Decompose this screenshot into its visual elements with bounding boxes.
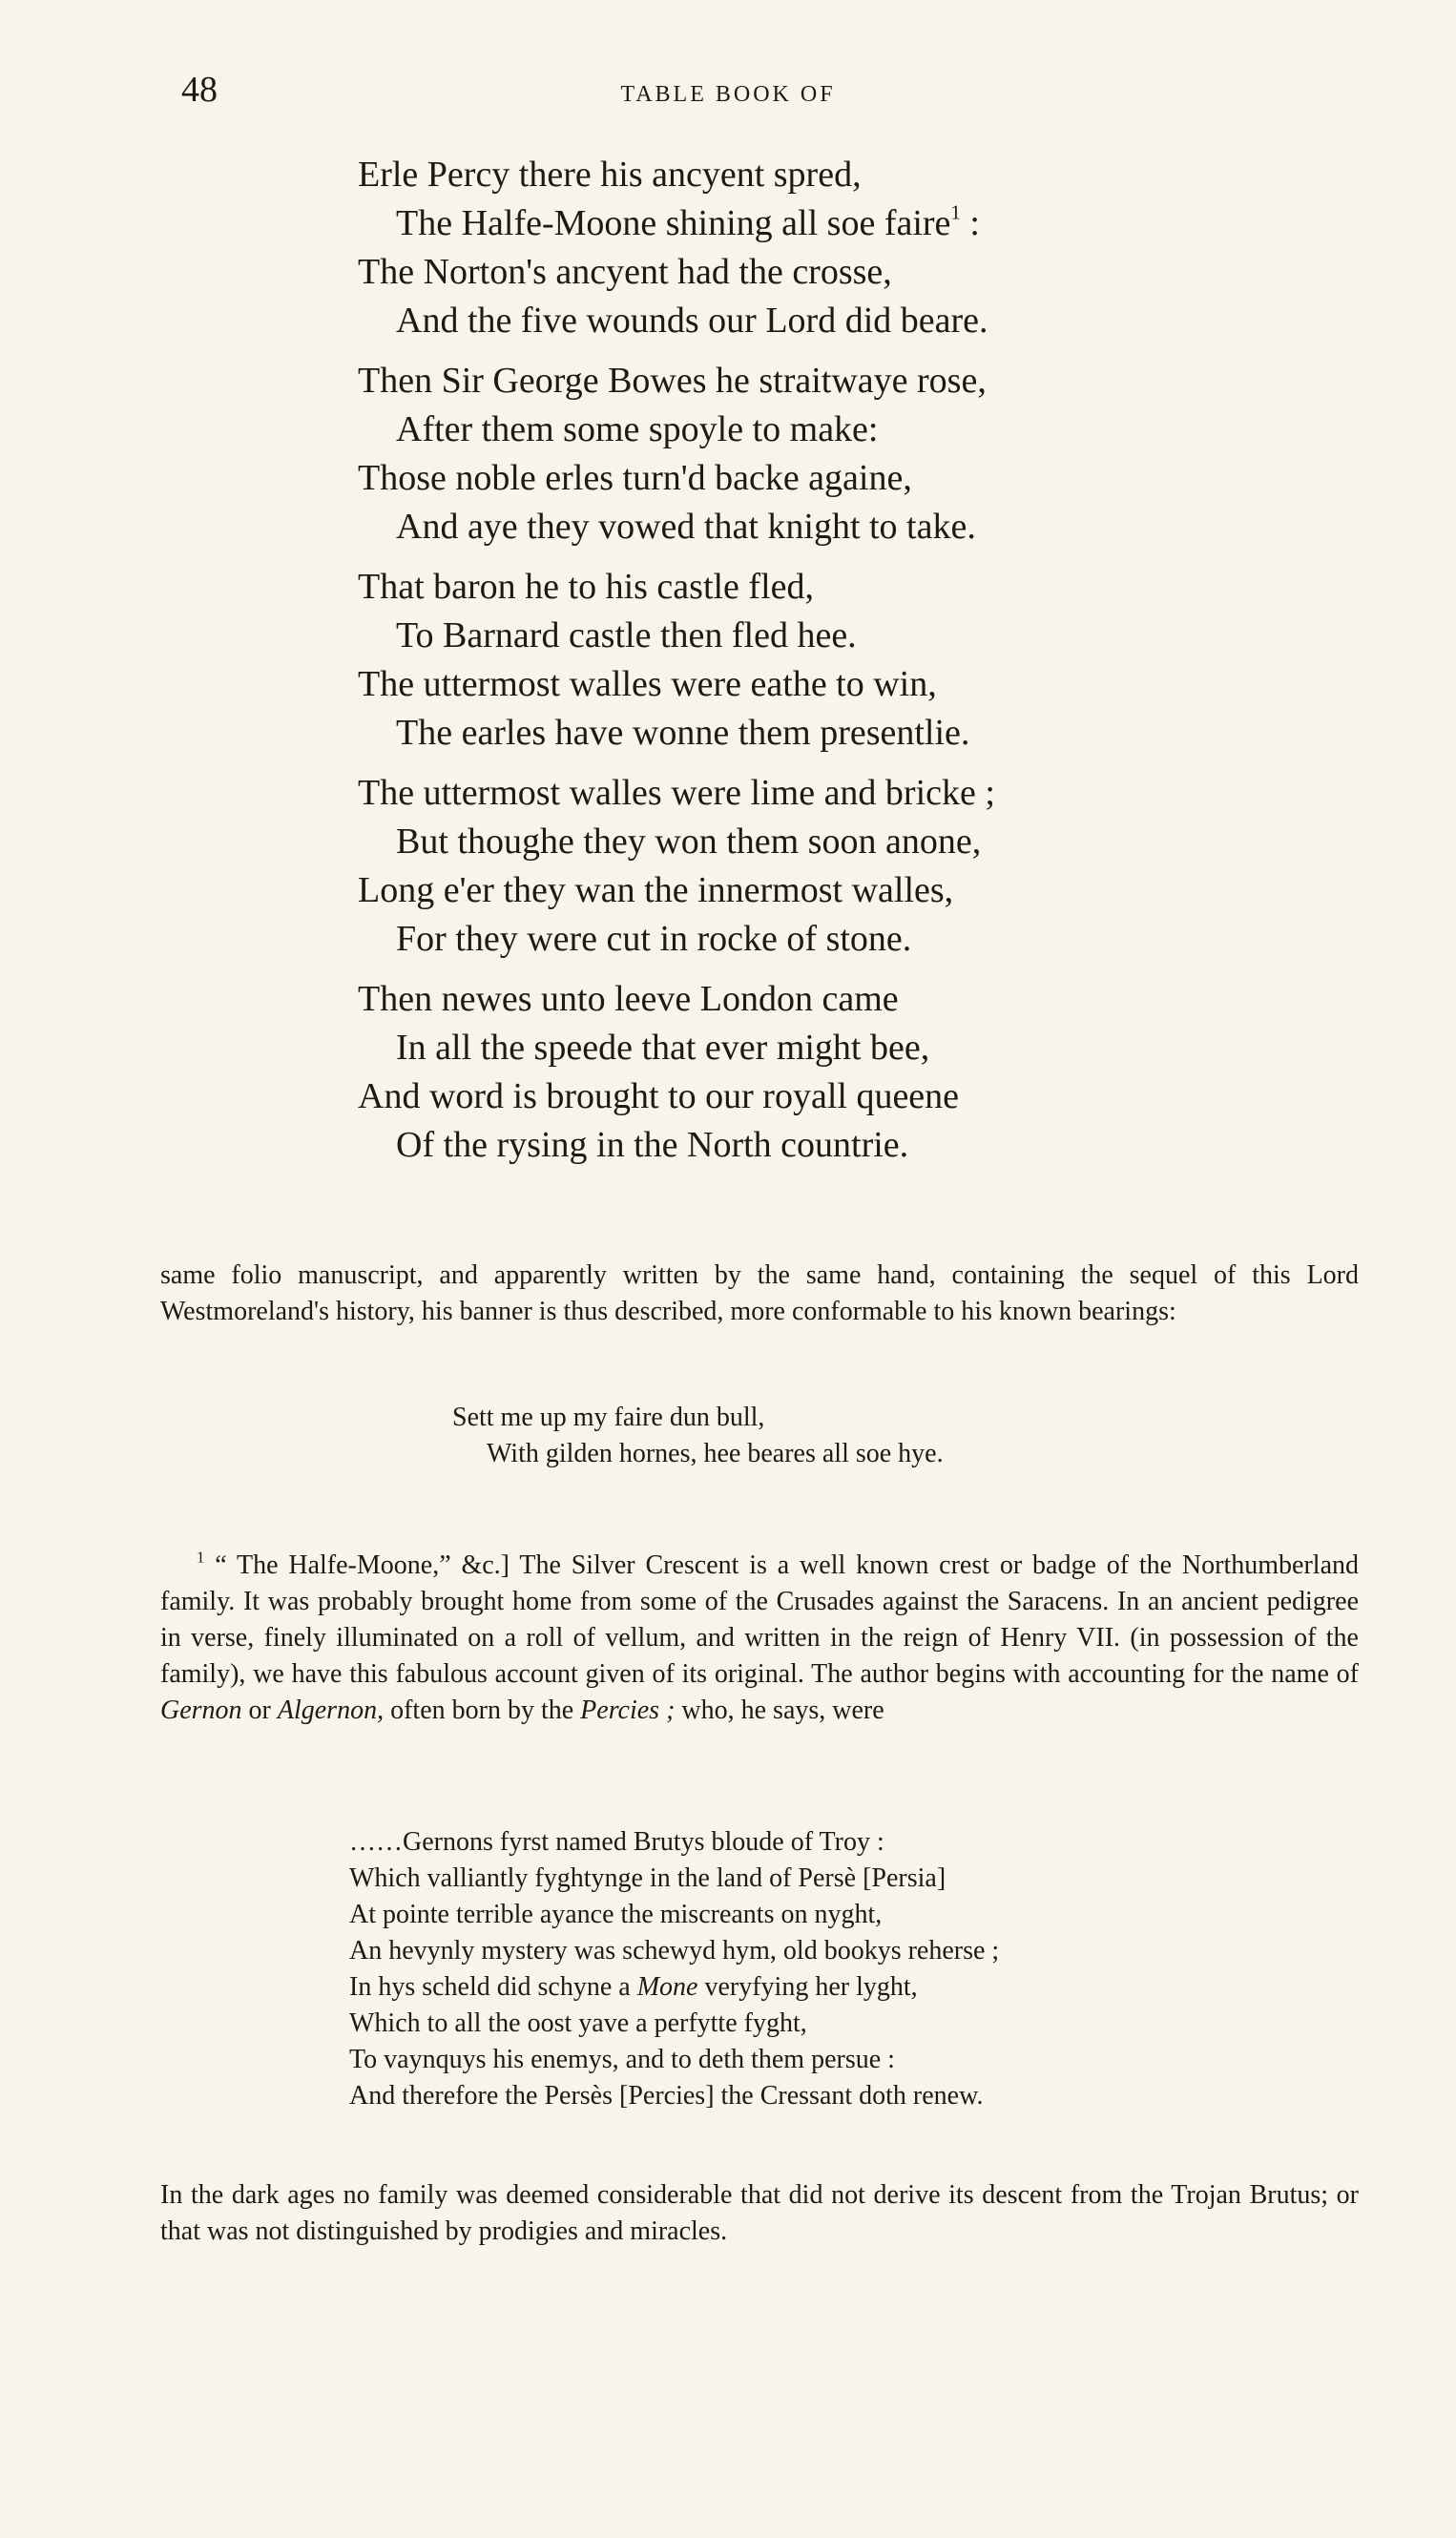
poem-line: Those noble erles turn'd backe againe, <box>358 458 912 498</box>
stanza-5 <box>358 975 1312 1170</box>
poem-line: Long e'er they wan the innermost walles, <box>358 870 954 910</box>
quote-line: And therefore the Persès [Percies] the Cressant doth renew. <box>349 2081 984 2111</box>
poem-line: But thoughe they won them soon anone, <box>396 822 982 862</box>
page-number: 48 <box>181 70 218 110</box>
footnote-paragraph: $^1$ “ The Halfe-Moone,” &c.] The Silver Crescent is a well known crest or badge of the Northumberland family. It was probably brought home from some of the Crusades against the Saracens. In an ancient pedigree in verse, finely illuminated on a roll of vellum, and written in the reign of Henry VII. (in possession of the family), we have this fabulous account given of its original. The author begins with accounting for the name of Gernon or Algernon, often born by the Percies ; who, he says, were <box>160 1548 1359 1725</box>
stanza-2 <box>358 357 1312 551</box>
quote-line: An hevynly mystery was schewyd hym, old bookys reherse ; <box>349 1936 1000 1966</box>
poem-line: The Halfe-Moone shining all soe faire$^1$ : <box>396 200 980 243</box>
quote-line: At pointe terrible ayance the miscreants on nyght, <box>349 1900 883 1929</box>
stanza-3 <box>358 563 1312 758</box>
note-paragraph: same folio manuscript, and apparently written by the same hand, containing the sequel of this Lord Westmoreland's history, his banner is thus described, more conformable to his known bearings: <box>160 1260 1359 1326</box>
closing-note <box>160 2177 1359 2250</box>
quote-line: Which valliantly fyghtynge in the land of Persè [Persia] <box>349 1863 946 1893</box>
poem-line: And the five wounds our Lord did beare. <box>396 301 988 341</box>
poem-line: Of the rysing in the North countrie. <box>396 1125 909 1165</box>
poem-line: Then Sir George Bowes he straitwaye rose, <box>358 361 987 401</box>
note-continuation <box>160 1258 1359 1330</box>
quote-line: Which to all the oost yave a perfytte fyght, <box>349 2008 807 2038</box>
footnote-reference[interactable]: 1 <box>950 200 961 224</box>
poem-line: In all the speede that ever might bee, <box>396 1028 930 1068</box>
closing-paragraph: In the dark ages no family was deemed considerable that did not derive its descent from the Trojan Brutus; or that was not distinguished by prodigies and miracles. <box>160 2180 1359 2246</box>
poem-line: After them some spoyle to make: <box>396 409 879 449</box>
poem-line: Erle Percy there his ancyent spred, <box>358 155 862 195</box>
quote-line: Sett me up my faire dun bull, <box>452 1403 765 1432</box>
banner-quote <box>452 1400 944 1472</box>
pedigree-quote <box>349 1824 999 2114</box>
quote-line: In hys scheld did schyne a Mone veryfying her lyght, <box>349 1972 918 2002</box>
poem-line: The uttermost walles were lime and bricke ; <box>358 773 995 813</box>
quote-line: To vaynquys his enemys, and to deth them persue : <box>349 2045 895 2074</box>
poem-line: For they were cut in rocke of stone. <box>396 919 912 959</box>
stanza-1 <box>358 151 1312 345</box>
running-head: TABLE BOOK OF <box>620 82 836 107</box>
stanza-4 <box>358 769 1312 964</box>
footnote-marker: 1 <box>197 1548 205 1567</box>
poem-line: The earles have wonne them presentlie. <box>396 713 970 753</box>
poem-line: The Norton's ancyent had the crosse, <box>358 252 892 292</box>
poem-line: That baron he to his castle fled, <box>358 567 815 607</box>
poem-line: And aye they vowed that knight to take. <box>396 507 976 547</box>
ballad-poem <box>358 151 1312 1181</box>
poem-line: Then newes unto leeve London came <box>358 979 899 1019</box>
footnote-lemma: “ The Halfe-Moone,” &c.] <box>215 1550 510 1580</box>
quote-line: With gilden hornes, hee beares all soe hye. <box>487 1439 944 1468</box>
quote-line: ……Gernons fyrst named Brutys bloude of Troy : <box>349 1827 884 1857</box>
poem-line: And word is brought to our royall queene <box>358 1076 960 1116</box>
footnote-1 <box>160 1548 1359 1729</box>
poem-line: To Barnard castle then fled hee. <box>396 615 857 655</box>
poem-line: The uttermost walles were eathe to win, <box>358 664 937 704</box>
